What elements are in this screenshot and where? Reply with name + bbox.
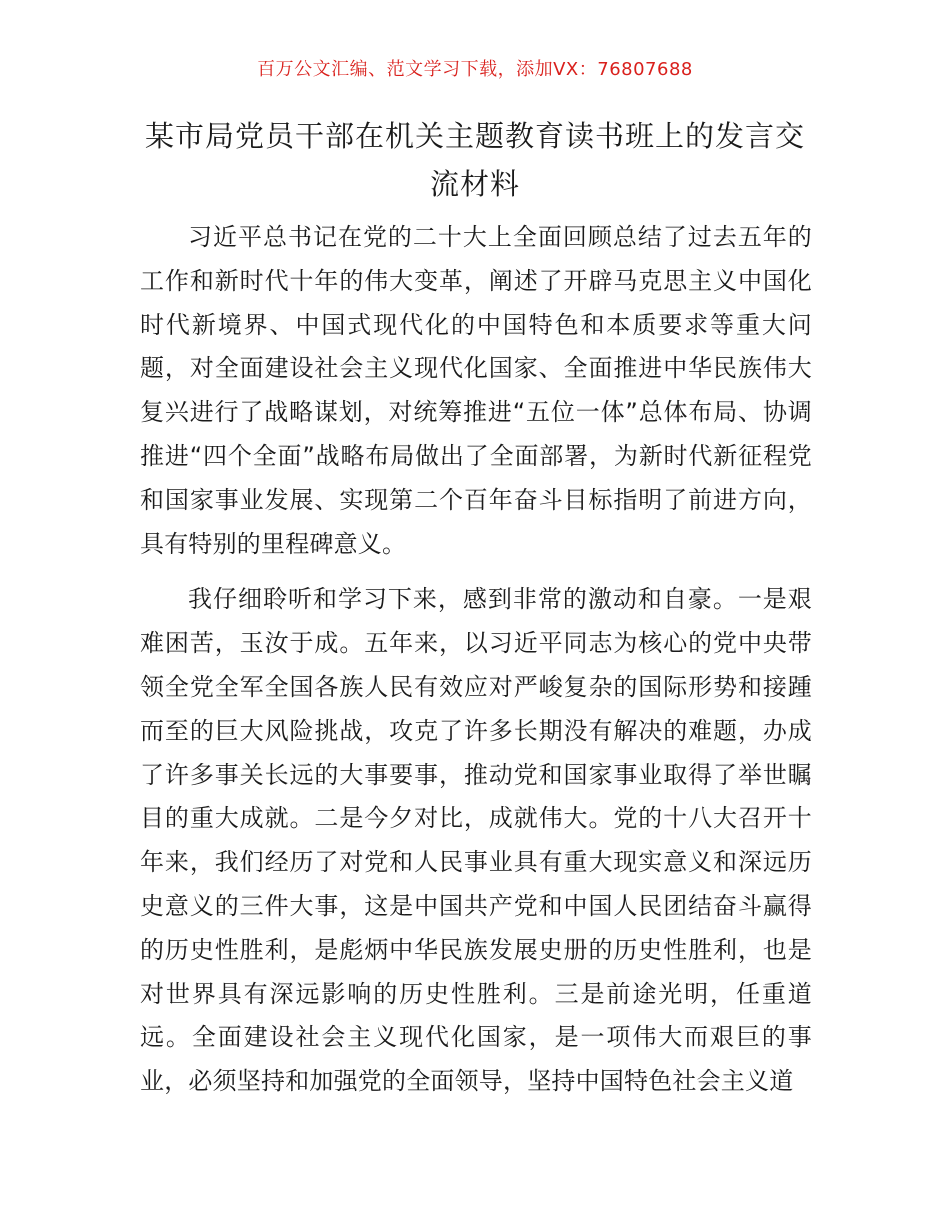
paragraph-2: 我仔细聆听和学习下来，感到非常的激动和自豪。一是艰难困苦，玉汝于成。五年来，以习近平同志为核心的党中央带领全党全军全国各族人民有效应对严峻复杂的国际形势和接踵而至的巨大风险挑战，攻克了许多长期没有解决的难题，办成了许多事关长远的大事要事，推动党和国家事业取得了举世瞩目的重大成就。二是今夕对比，成就伟大。党的十八大召开十年来，我们经历了对党和人民事业具有重大现实意义和深远历史意义的三件大事，这是中国共产党和中国人民团结奋斗赢得的历史性胜利，是彪炳中华民族发展史册的历史性胜利，也是对世界具有深远影响的历史性胜利。三是前途光明，任重道远。全面建设社会主义现代化国家，是一项伟大而艰巨的事业，必须坚持和加强党的全面领导，坚持中国特色社会主义道: [140, 585, 812, 1096]
document-title: 某市局党员干部在机关主题教育读书班上的发言交流材料: [144, 119, 805, 201]
paragraph-1: 习近平总书记在党的二十大上全面回顾总结了过去五年的工作和新时代十年的伟大变革，阐述了开辟马克思主义中国化时代新境界、中国式现代化的中国特色和本质要求等重大问题，对全面建设社会主义现代化国家、全面推进中华民族伟大复兴进行了战略谋划，对统筹推进“五位一体”总体布局、协调推进“四个全面”战略布局做出了全面部署，为新时代新征程党和国家事业发展、实现第二个百年奋斗目标指明了前进方向，具有特别的里程碑意义。: [140, 223, 812, 558]
header-watermark-note: 百万公文汇编、范文学习下载，添加VX：76807688: [257, 59, 693, 80]
document-body: [140, 216, 812, 1104]
